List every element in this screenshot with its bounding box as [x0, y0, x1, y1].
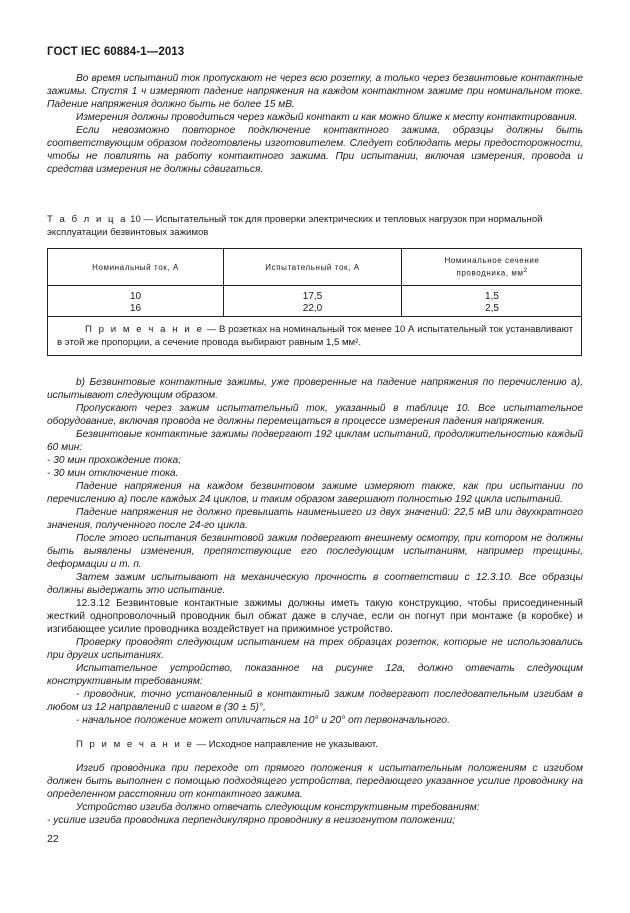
column-header-rated-current: Номинальный ток, А	[92, 263, 179, 272]
table-note-text: — В розетках на номинальный ток менее 10 А испытательный ток устанавливают в этой же пропорции, а сечение провода выбирают равным 1,5 мм².	[57, 324, 573, 348]
paragraph-voltage-limit: Падение напряжения не должно превышать наименьшего из двух значений: 22,5 мВ или двухкратного значения, полученного после 24-го цикла.	[47, 507, 583, 531]
paragraph-test-device: Испытательное устройство, показанное на рисунке 12а, должно отвечать следующим конструктивным требованиям:	[47, 663, 583, 687]
table-cell: 1,5	[485, 291, 499, 302]
paragraph-cycles: Безвинтовые контактные зажимы подвергают 192 циклам испытаний, продолжительностью каждый 60 мин:	[47, 429, 583, 453]
paragraph-test-current: Во время испытаний ток пропускают не через всю розетку, а только через безвинтовые контактные зажимы. Спустя 1 ч измеряют падение напряжения на каждом контактном зажиме при номинальном токе. Падение напряжения должно быть не более 15 мВ.	[47, 73, 583, 110]
table-divider	[48, 285, 581, 286]
document-code-header: ГОСТ IEC 60884-1—2013	[47, 46, 185, 58]
table-caption	[47, 213, 583, 239]
table-note	[57, 323, 573, 349]
paragraph-reconnection: Если невозможно повторное подключение контактного зажима, образцы должны быть соответствующим образом подготовлены изготовителем. Следует соблюдать меры предосторожности, чтобы не повлиять на работу контактного зажима. При испытании, включая измерения, провода и средства измерения не должны сдвигаться.	[47, 125, 583, 175]
column-header-cross-section-line1: Номинальное сечение	[444, 256, 540, 265]
paragraph-bending: Изгиб проводника при переходе от прямого положения к испытательным положениям с изгибом должен быть выполнен с помощью подходящего устройства, передающего указанное усилие проводнику на определенном расстоянии от контактного зажима.	[47, 763, 583, 800]
paragraph-voltage-drop: Падение напряжения на каждом безвинтовом зажиме измеряют также, как при испытании по перечислению а) после каждых 24 циклов, и таким образом завершают полностью 192 цикла испытаний.	[47, 481, 583, 505]
unit-superscript: 2	[523, 268, 528, 274]
paragraph-mechanical: Затем зажим испытывают на механическую прочность в соответствии с 12.3.10. Все образцы должны выдержать это испытание.	[47, 572, 583, 596]
note-text: — Исходное направление не указывают.	[193, 739, 378, 750]
table-cell: 10	[129, 291, 142, 302]
table-cell: 22,0	[302, 303, 323, 314]
table-cell: 2,5	[485, 303, 499, 314]
column-header-cross-section-line2: проводника, мм	[456, 268, 524, 278]
paragraph-check: Проверку проводят следующим испытанием на трех образцах розеток, которые не использовались при других испытаниях.	[47, 637, 583, 661]
page-number: 22	[47, 833, 59, 845]
list-item: - 30 мин прохождение тока;	[47, 455, 182, 466]
paragraph-item-b: b) Безвинтовые контактные зажимы, уже проверенные на падение напряжения по перечислению а), испытывают следующим образом.	[47, 377, 583, 401]
paragraph-inspection: После этого испытания безвинтовой зажим подвергают внешнему осмотру, при котором не должны быть выявлены изменения, препятствующие его последующим испытаниям, например трещины, деформации и т. п.	[47, 533, 583, 570]
list-item: - начальное положение может отличаться на 10° и 20° от первоначального.	[76, 715, 450, 726]
list-item: - 30 мин отключение тока.	[47, 468, 179, 479]
paragraph-measurements: Измерения должны проводиться через каждый контакт и как можно ближе к месту контактирования.	[76, 112, 578, 123]
intro-section	[47, 72, 583, 176]
list-item: - усилие изгиба проводника перпендикулярно проводнику в неизогнутом положении;	[47, 815, 456, 826]
paragraph-bending-device: Устройство изгиба должно отвечать следующим конструктивным требованиям:	[76, 802, 480, 813]
table-caption-label: Т а б л и ц а	[47, 214, 128, 225]
table-divider	[48, 316, 581, 317]
table-cell: 17,5	[302, 291, 323, 302]
paragraph-clause-12-3-12: 12.3.12 Безвинтовые контактные зажимы должны иметь такую конструкцию, чтобы присоединенный жесткий однопроволочный проводник был обжат даже в случае, если он погнут при монтаже (в коробке) и изгибающее усилие проводника воздействует на прижимное устройство.	[47, 598, 583, 635]
table-cell: 16	[129, 303, 142, 314]
paragraph-apply-current: Пропускают через зажим испытательный ток, указанный в таблице 10. Все испытательное оборудование, включая провода не должны перемещаться в процессе измерения падения напряжения.	[47, 403, 583, 427]
column-header-cross-section	[402, 255, 582, 279]
column-header-test-current: Испытательный ток, А	[265, 263, 360, 272]
note-label: П р и м е ч а н и е	[76, 739, 194, 750]
table-caption-text: 10 — Испытательный ток для проверки электрических и тепловых нагрузок при нормальной эксплуатации безвинтовых зажимов	[47, 214, 543, 238]
note-direction	[47, 738, 583, 751]
table-note-label: П р и м е ч а н и е	[85, 324, 204, 335]
test-current-table	[47, 248, 582, 356]
main-section	[47, 376, 583, 827]
list-item: - проводник, точно установленный в контактный зажим подвергают последовательным изгибам в любом из 12 направлений с шагом в (30 ± 5)°,	[47, 689, 583, 713]
